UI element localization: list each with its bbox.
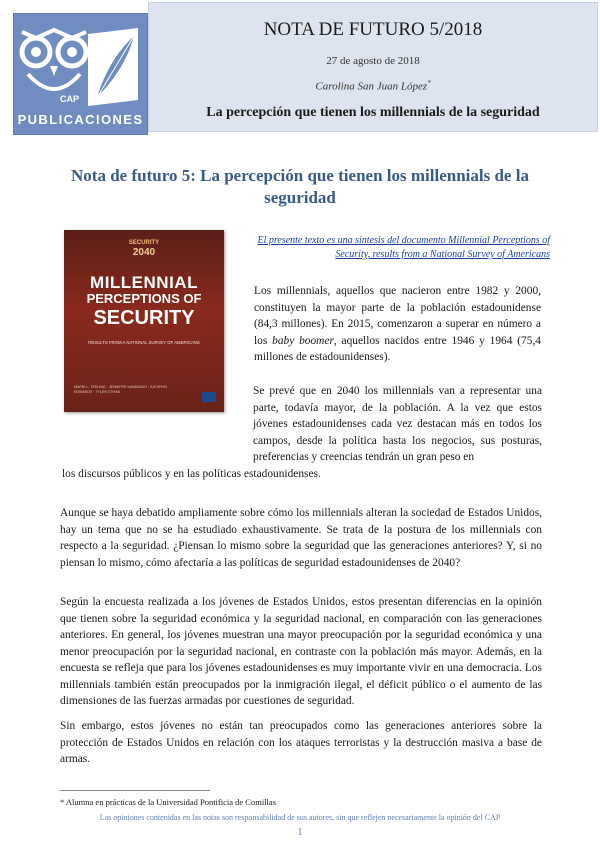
paragraph-1-end: , aquellos nacidos entre 1946 y 1964 (75,4 millones de estadounidenses). — [254, 334, 541, 363]
paragraph-3: Aunque se haya debatido ampliamente sobre cómo los millennials alteran la sociedad de Estados Unidos, hay un tema que no se ha estudiado exhaustivamente. Se trata de la postura de los millennials con respecto a la seguridad. ¿Piensan lo mismo sobre la seguridad que las generaciones anteriores? Y, si no piensan lo mismo, cómo afectaría a las políticas de seguridad estadounidenses de 2040? — [60, 507, 542, 569]
cover-title-line1: MILLENNIAL — [90, 273, 198, 292]
disclaimer: Las opiniones contenidas en las notas son responsabilidad de sus autores, sin que reflejen necesariamente la opinión del CAP — [99, 813, 501, 822]
cover-title-line2: PERCEPTIONS OF — [86, 291, 202, 306]
source-document-link[interactable]: El presente texto es una síntesis del documento Millennial Perceptions of Security, results from a National Survey of Americans — [257, 235, 550, 260]
paragraph-5: Sin embargo, estos jóvenes no están tan preocupados como las generaciones anteriores sobre la protección de Estados Unidos en relación con los ataques terroristas y la destrucción masiva a base de armas. — [60, 720, 542, 765]
rand-logo-icon — [202, 392, 216, 402]
author-footnote-mark: * — [427, 79, 431, 87]
logo-cap-badge: CAP — [60, 94, 80, 104]
paragraph-4: Según la encuesta realizada a los jóvenes de Estados Unidos, estos presentan diferencias en la opinión que tienen sobre la seguridad económica y la seguridad nacional, en comparación con las generaciones anteriores. En general, los jóvenes muestran una mayor preocupación por la seguridad económica y una menor preocupación por la seguridad nacional, en contraste con la población más mayor. Además, en la encuesta se refleja que para los jóvenes estadounidenses es muy importante vivir en una democracia. Los millennials también están preocupados por la inmigración ilegal, el déficit público o el aumento de las dimensiones de las fuerzas armadas por cuestiones de seguridad. — [60, 596, 542, 707]
header-date: 27 de agosto de 2018 — [326, 55, 420, 67]
cover-title — [70, 275, 218, 329]
paragraph-1-italic: baby boomer — [272, 334, 334, 347]
cap-logo — [13, 13, 148, 135]
paragraph-2-lower: los discursos públicos y en las políticas estadounidenses. — [62, 468, 321, 480]
cover-title-line3: SECURITY — [93, 307, 195, 329]
footnote: * Alumna en prácticas de la Universidad Pontificia de Comillas — [60, 797, 276, 807]
report-cover-image — [64, 230, 224, 412]
article-title: Nota de futuro 5: La percepción que tienen los millennials de la seguridad — [71, 166, 529, 207]
page-number: 1 — [297, 826, 303, 838]
cover-series: SECURITY — [128, 240, 160, 246]
paragraph-2-upper: Se prevé que en 2040 los millennials van a representar una parte, todavía mayor, de la población. A la vez que estos jóvenes estadounidenses cada vez destacan más en todos los campos, desde la política hasta los negocios, sus posturas, preferencias y creencias tendrán un gran peso en — [253, 385, 542, 463]
owl-feather-logo-icon — [14, 14, 147, 114]
paragraph-1-start: Los millennials, aquellos que nacieron entre 1982 y 2000, constituyen la mayor parte de la población estadounidense (84,3 millones). En 2015, comenzaron a superar en número a los — [254, 285, 541, 347]
cover-subtitle: RESULTS FROM A NATIONAL SURVEY OF AMERICANS — [88, 340, 200, 345]
author-name: Carolina San Juan López — [315, 80, 428, 93]
header-author — [149, 79, 597, 93]
cover-series-year: 2040 — [132, 247, 156, 258]
header-title: NOTA DE FUTURO 5/2018 — [263, 19, 483, 40]
header-subtitle: La percepción que tienen los millennials de la seguridad — [206, 105, 540, 120]
logo-publicaciones: PUBLICACIONES — [17, 112, 144, 127]
document-header — [148, 2, 598, 132]
footnote-divider — [60, 790, 210, 791]
cover-authors: MARIE L. TEELING · JENNIFER KAVANAGH · KATHRYN EDWARDS · TYLER ETHAN — [74, 385, 167, 394]
paragraph-1 — [254, 283, 541, 366]
